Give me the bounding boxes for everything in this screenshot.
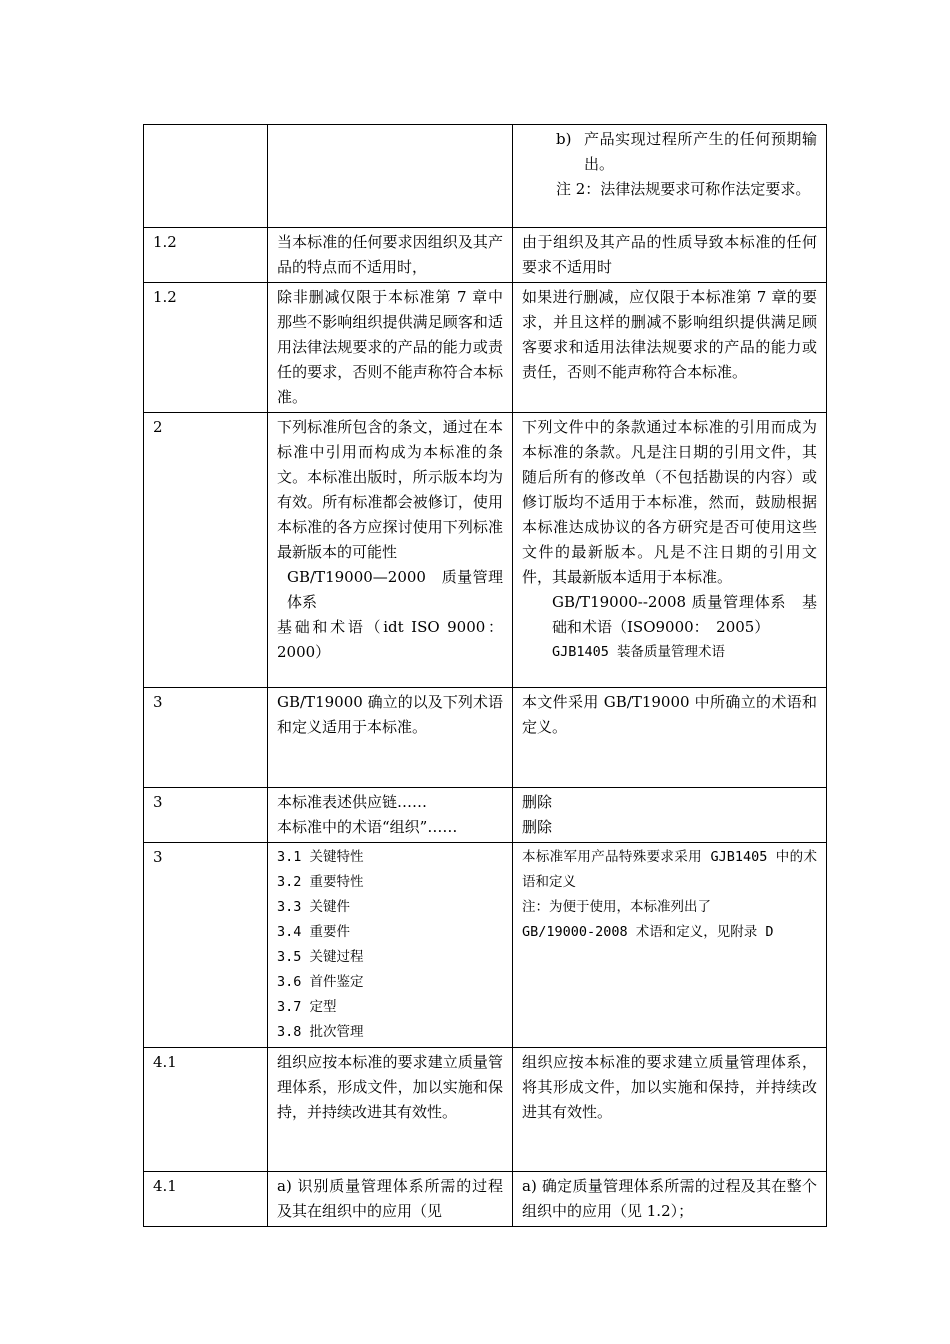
table-row xyxy=(144,688,827,788)
new-text-cell: 删除 删除 xyxy=(513,788,827,843)
table-row xyxy=(144,788,827,843)
new-text-cell: 本标准军用产品特殊要求采用 GJB1405 中的术语和定义 注：为便于使用，本标准列出了 GB/19000-2008 术语和定义，见附录 D xyxy=(513,843,827,1048)
old-text-cell: 下列标准所包含的条文，通过在本标准中引用而构成为本标准的条文。本标准出版时，所示版本均为有效。所有标准都会被修订，使用本标准的各方应探讨使用下列标准最新版本的可能性 GB/T19000—2000 质量管理体系 基础和术语（idt ISO 9000：2000） xyxy=(268,413,513,688)
list-item xyxy=(522,127,817,177)
table-row xyxy=(144,125,827,228)
section-cell: 3 xyxy=(144,688,268,788)
old-text-cell: 当本标准的任何要求因组织及其产品的特点而不适用时， xyxy=(268,228,513,283)
comparison-table xyxy=(143,124,827,1227)
old-text-cell: 除非删减仅限于本标准第 7 章中那些不影响组织提供满足顾客和适用法律法规要求的产品的能力或责任的要求，否则不能声称符合本标准。 xyxy=(268,283,513,413)
table-row xyxy=(144,1172,827,1227)
section-cell: 1.2 xyxy=(144,228,268,283)
section-cell: 4.1 xyxy=(144,1172,268,1227)
new-text-cell: 本文件采用 GB/T19000 中所确立的术语和定义。 xyxy=(513,688,827,788)
new-text-cell: 下列文件中的条款通过本标准的引用而成为本标准的条款。凡是注日期的引用文件，其随后所有的修改单（不包括勘误的内容）或修订版均不适用于本标准，然而，鼓励根据本标准达成协议的各方研究是否可使用这些文件的最新版本。凡是不注日期的引用文件，其最新版本适用于本标准。 GB/T19000--2008 质量管理体系 基础和术语（ISO9000： 2005） GJB1405 装备质量管理术语 xyxy=(513,413,827,688)
section-cell: 3 xyxy=(144,843,268,1048)
old-text-cell: 本标准表述供应链…… 本标准中的术语“组织”…… xyxy=(268,788,513,843)
new-text-cell: 由于组织及其产品的性质导致本标准的任何要求不适用时 xyxy=(513,228,827,283)
old-text-cell xyxy=(268,125,513,228)
list-item-label: b) xyxy=(556,130,572,148)
old-text-cell: a) 识别质量管理体系所需的过程及其在组织中的应用（见 xyxy=(268,1172,513,1227)
old-text-cell: 组织应按本标准的要求建立质量管理体系，形成文件，加以实施和保持，并持续改进其有效性。 xyxy=(268,1048,513,1172)
list-item-text: 产品实现过程所产生的任何预期输出。 xyxy=(584,130,817,173)
section-cell: 3 xyxy=(144,788,268,843)
table-row xyxy=(144,1048,827,1172)
old-text-cell: 3.1 关键特性 3.2 重要特性 3.3 关键件 3.4 重要件 3.5 关键过程 3.6 首件鉴定 3.7 定型 3.8 批次管理 xyxy=(268,843,513,1048)
note-text: 注 2：法律法规要求可称作法定要求。 xyxy=(556,180,811,198)
new-text-cell xyxy=(513,125,827,228)
section-cell: 4.1 xyxy=(144,1048,268,1172)
section-cell xyxy=(144,125,268,228)
new-text-cell: 如果进行删减，应仅限于本标准第 7 章的要求，并且这样的删减不影响组织提供满足顾客要求和适用法律法规要求的产品的能力或责任，否则不能声称符合本标准。 xyxy=(513,283,827,413)
new-text-cell: a) 确定质量管理体系所需的过程及其在整个组织中的应用（见 1.2）； xyxy=(513,1172,827,1227)
table-row xyxy=(144,843,827,1048)
old-text-cell: GB/T19000 确立的以及下列术语和定义适用于本标准。 xyxy=(268,688,513,788)
table-row xyxy=(144,283,827,413)
section-cell: 1.2 xyxy=(144,283,268,413)
new-text-cell: 组织应按本标准的要求建立质量管理体系，将其形成文件，加以实施和保持，并持续改进其有效性。 xyxy=(513,1048,827,1172)
table-row xyxy=(144,413,827,688)
table-row xyxy=(144,228,827,283)
section-cell: 2 xyxy=(144,413,268,688)
